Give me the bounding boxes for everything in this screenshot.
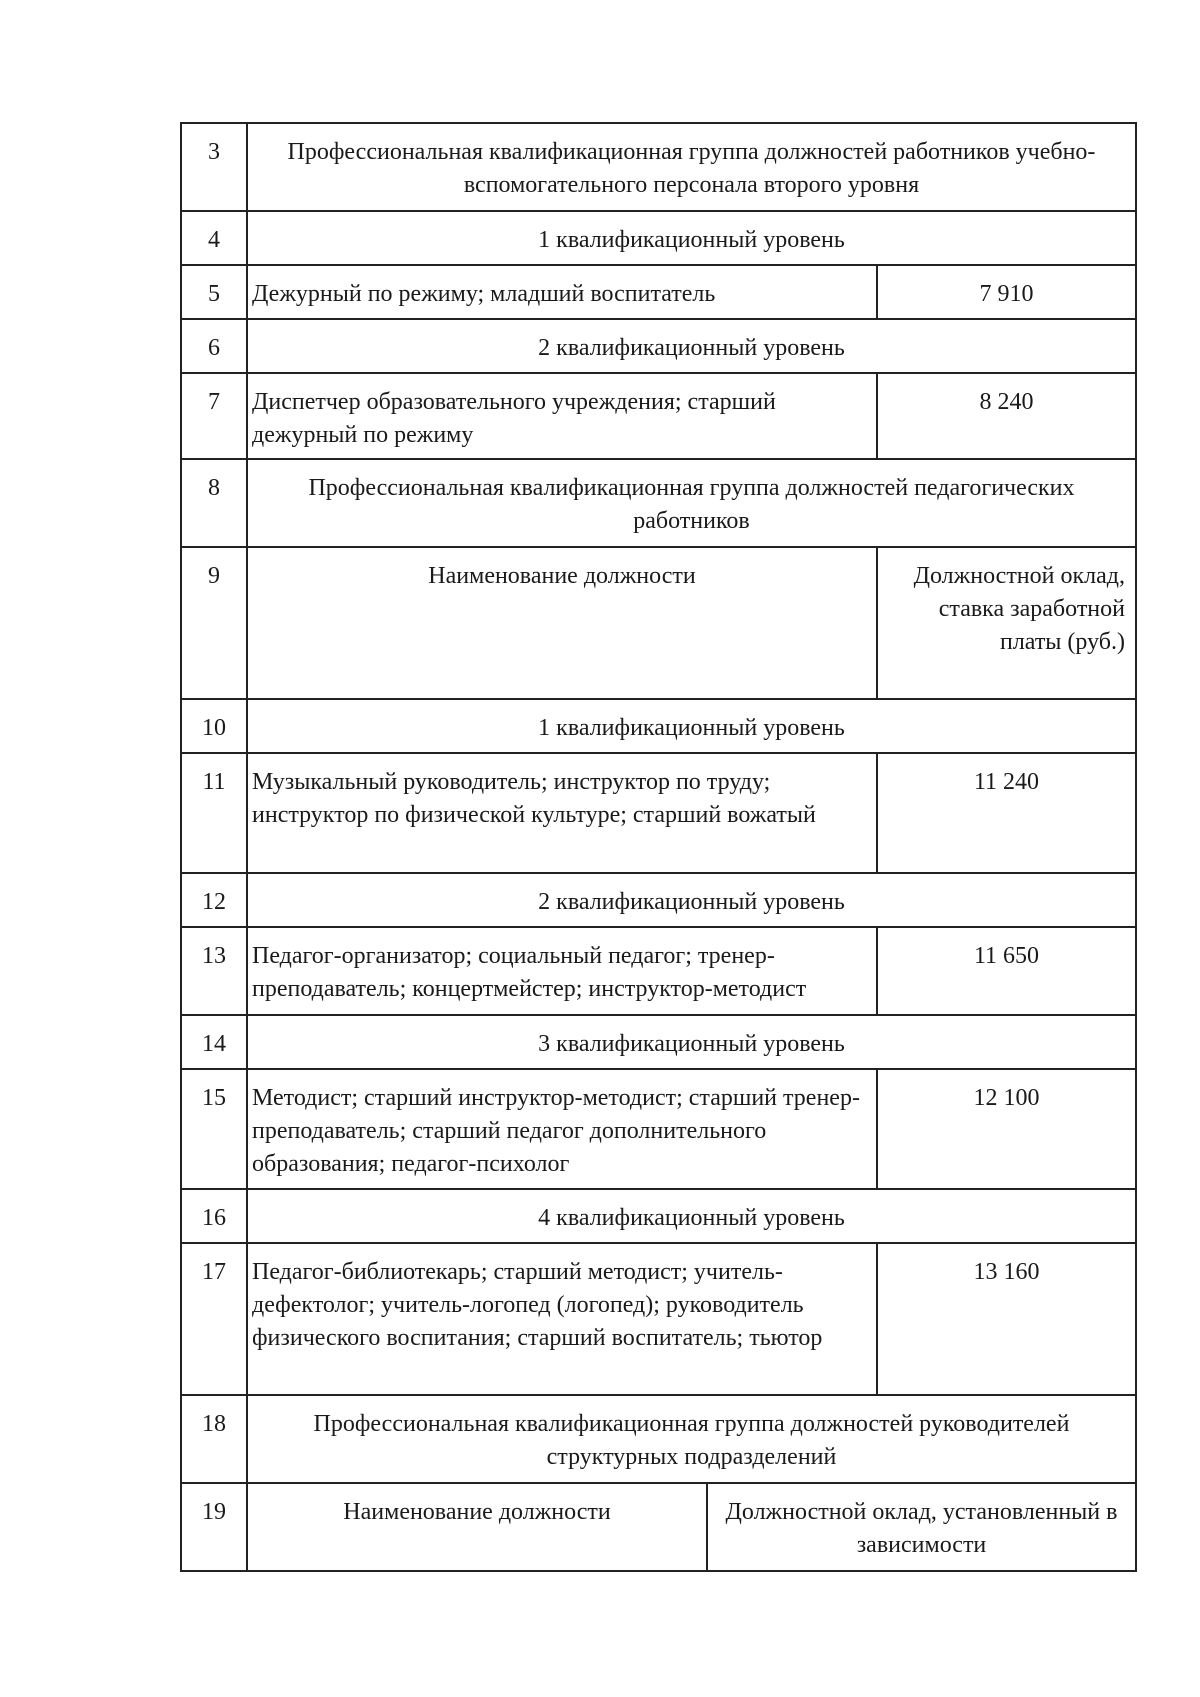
table-row — [181, 927, 1136, 1015]
level-heading: 2 квалификационный уровень — [247, 319, 1136, 373]
position-names: Методист; старший инструктор-методист; старший тренер-преподаватель; старший педагог дополнительного образования; педагог-психолог — [247, 1069, 877, 1189]
position-names: Диспетчер образовательного учреждения; старший дежурный по режиму — [247, 373, 877, 459]
row-number: 16 — [181, 1189, 247, 1243]
position-names: Дежурный по режиму; младший воспитатель — [247, 265, 877, 319]
table-row — [181, 873, 1136, 927]
level-heading: 1 квалификационный уровень — [247, 699, 1136, 753]
table-row — [181, 459, 1136, 547]
row-number: 4 — [181, 211, 247, 265]
row-number: 5 — [181, 265, 247, 319]
level-heading: 3 квалификационный уровень — [247, 1015, 1136, 1069]
row-number: 12 — [181, 873, 247, 927]
table-row — [181, 547, 1136, 699]
row-number: 11 — [181, 753, 247, 873]
level-heading: 4 квалификационный уровень — [247, 1189, 1136, 1243]
row-number: 13 — [181, 927, 247, 1015]
salary-value: 12 100 — [877, 1069, 1136, 1189]
position-names: Педагог-библиотекарь; старший методист; учитель-дефектолог; учитель-логопед (логопед); руководитель физического воспитания; старший воспитатель; тьютор — [247, 1243, 877, 1395]
salary-value: 11 650 — [877, 927, 1136, 1015]
table-row — [181, 1243, 1136, 1395]
row-number: 15 — [181, 1069, 247, 1189]
row-number: 3 — [181, 123, 247, 211]
position-names: Педагог-организатор; социальный педагог; тренер-преподаватель; концертмейстер; инструктор-методист — [247, 927, 877, 1015]
level-heading: 2 квалификационный уровень — [247, 873, 1136, 927]
salary-value: 7 910 — [877, 265, 1136, 319]
table-row — [181, 319, 1136, 373]
table-row — [181, 1483, 1136, 1571]
row-number: 6 — [181, 319, 247, 373]
column-header-position: Наименование должности — [247, 547, 877, 699]
salary-table — [180, 122, 1137, 1572]
table-row — [181, 123, 1136, 211]
row-number: 8 — [181, 459, 247, 547]
row-number: 7 — [181, 373, 247, 459]
group-heading: Профессиональная квалификационная группа должностей работников учебно-вспомогательного персонала второго уровня — [247, 123, 1136, 211]
level-heading: 1 квалификационный уровень — [247, 211, 1136, 265]
row-number: 14 — [181, 1015, 247, 1069]
row-number: 10 — [181, 699, 247, 753]
table-row — [181, 1069, 1136, 1189]
row-number: 17 — [181, 1243, 247, 1395]
table-row — [181, 211, 1136, 265]
table-row — [181, 753, 1136, 873]
column-header-position: Наименование должности — [247, 1483, 707, 1571]
group-heading: Профессиональная квалификационная группа должностей педагогических работников — [247, 459, 1136, 547]
row-number: 9 — [181, 547, 247, 699]
table-row — [181, 1395, 1136, 1483]
group-heading: Профессиональная квалификационная группа должностей руководителей структурных подразделений — [247, 1395, 1136, 1483]
salary-value: 11 240 — [877, 753, 1136, 873]
salary-value: 13 160 — [877, 1243, 1136, 1395]
column-header-salary: Должностной оклад, установленный в зависимости — [707, 1483, 1136, 1571]
column-header-salary: Должностной оклад, ставка заработной платы (руб.) — [877, 547, 1136, 699]
table-row — [181, 373, 1136, 459]
table-row — [181, 265, 1136, 319]
row-number: 19 — [181, 1483, 247, 1571]
row-number: 18 — [181, 1395, 247, 1483]
salary-value: 8 240 — [877, 373, 1136, 459]
table-row — [181, 1189, 1136, 1243]
table-row — [181, 1015, 1136, 1069]
table-row — [181, 699, 1136, 753]
position-names: Музыкальный руководитель; инструктор по труду; инструктор по физической культуре; старший вожатый — [247, 753, 877, 873]
